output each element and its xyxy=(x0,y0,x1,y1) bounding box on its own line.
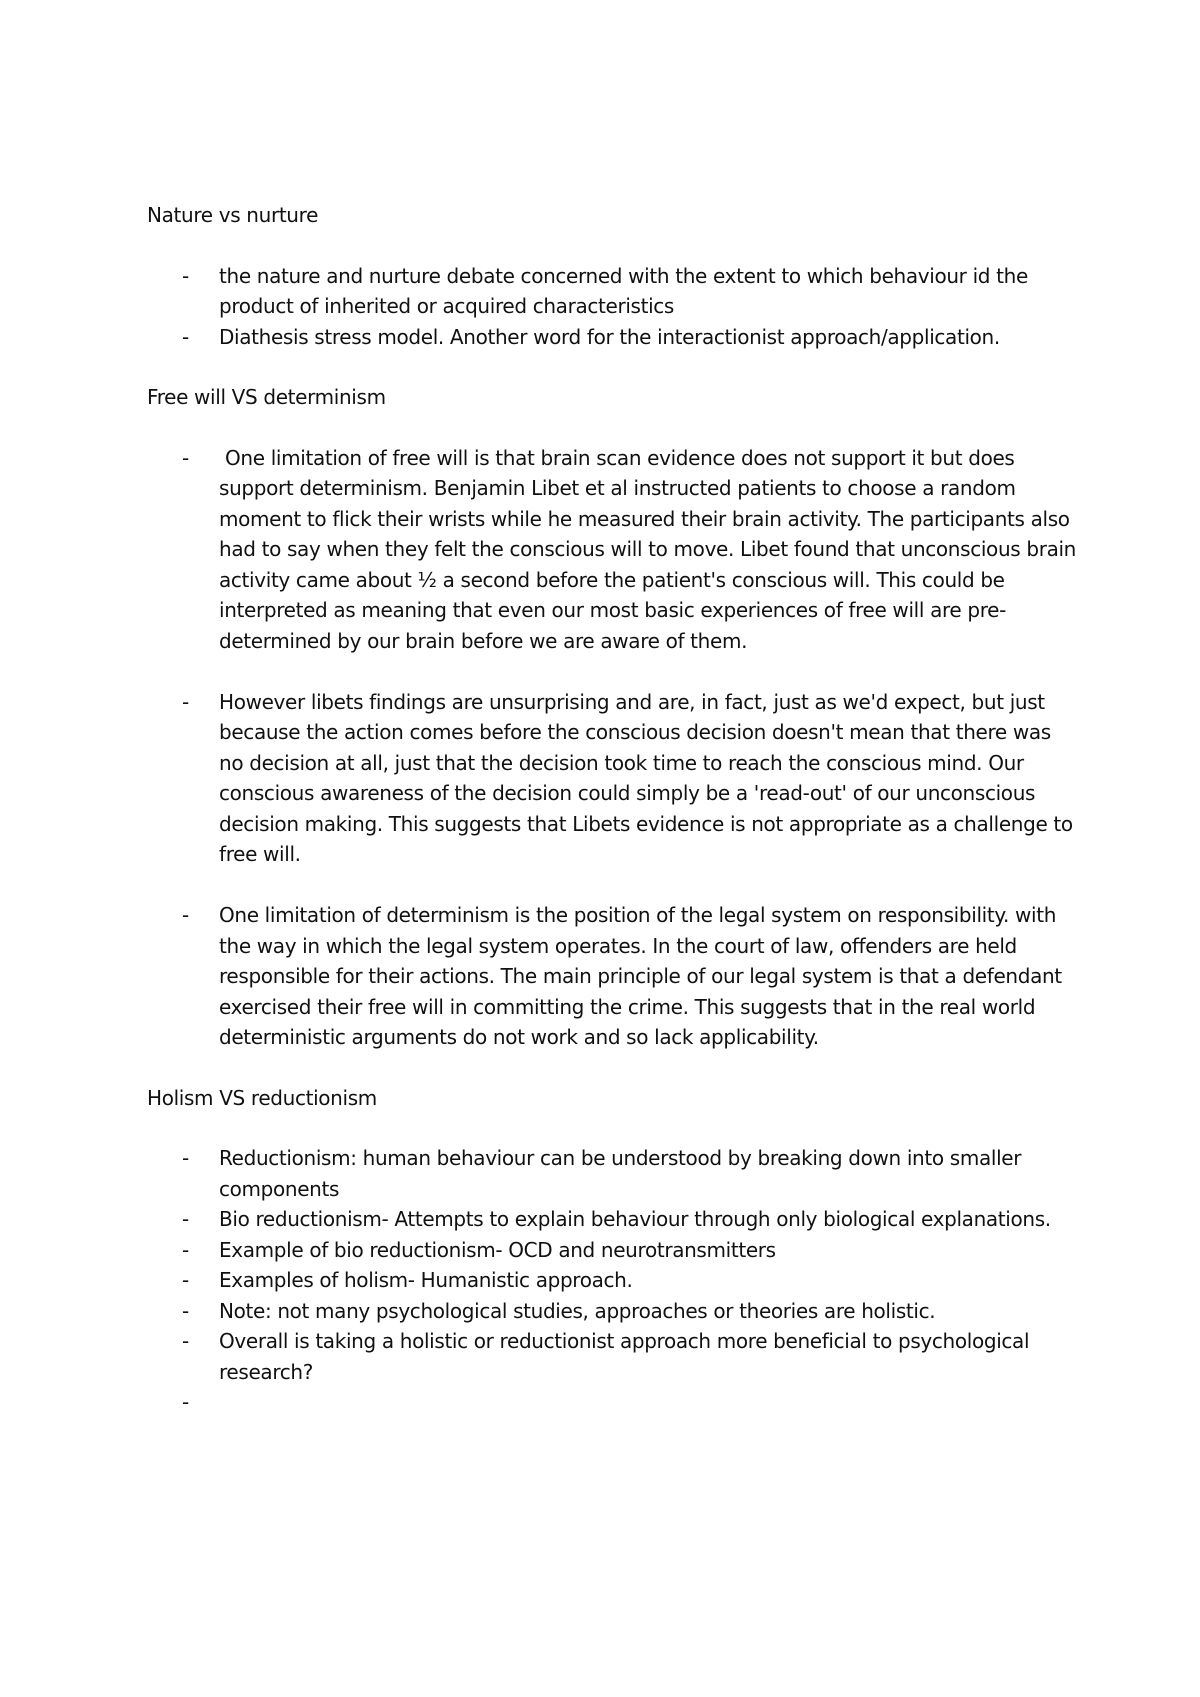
list-item-text: One limitation of free will is that brain scan evidence does not support it but does support determinism. Benjamin Libet et al instructed patients to choose a random moment to flick their wrists while he measured their brain activity. The participants also had to say when they felt the conscious will to move. Libet found that unconscious brain activity came about ½ a second before the patient's conscious will. This could be interpreted as meaning that even our most basic experiences of free will are pre-determined by our brain before we are aware of them. xyxy=(219,445,1083,653)
list-item xyxy=(147,1326,1077,1387)
bullet-dash: - xyxy=(182,689,189,714)
list-item-text: Reductionism: human behaviour can be understood by breaking down into smaller components xyxy=(219,1146,1022,1201)
list-item-text: Example of bio reductionism- OCD and neurotransmitters xyxy=(219,1237,776,1262)
list-item xyxy=(147,1204,1077,1235)
bullet-dash: - xyxy=(182,1146,189,1170)
bullet-dash: - xyxy=(182,324,189,349)
section-heading: Nature vs nurture xyxy=(147,203,319,227)
list-item xyxy=(147,900,1077,1053)
list-item-text: Diathesis stress model. Another word for the interactionist approach/application. xyxy=(219,324,1000,349)
bullet-dash: - xyxy=(182,1268,189,1292)
list-item-text: Examples of holism- Humanistic approach. xyxy=(219,1268,633,1292)
list-item xyxy=(147,1235,1077,1266)
section-nature-vs-nurture xyxy=(147,200,1077,352)
list-item-text: One limitation of determinism is the position of the legal system on responsibility. with the way in which the legal system operates. In the court of law, offenders are held responsible for their actions. The main principle of our legal system is that a defendant exercised their free will in committing the crime. This suggests that in the real world deterministic arguments do not work and so lack applicability. xyxy=(219,903,1062,1049)
document-body xyxy=(147,200,1083,1448)
bullet-dash: - xyxy=(182,1237,189,1262)
bullet-list xyxy=(147,1143,1077,1418)
section-heading: Holism VS reductionism xyxy=(147,1085,377,1110)
bullet-dash: - xyxy=(182,445,189,470)
bullet-dash: - xyxy=(182,1390,189,1414)
list-item xyxy=(147,687,1077,870)
bullet-dash: - xyxy=(182,1298,189,1323)
list-item xyxy=(147,322,1077,353)
bullet-list xyxy=(147,261,1077,353)
list-item-text: However libets findings are unsurprising and are, in fact, just as we'd expect, but just because the action comes before the conscious decision doesn't mean that there was no decision at all, just that the decision took time to reach the conscious mind. Our conscious awareness of the decision could simply be a 'read-out' of our unconscious decision making. This suggests that Libets evidence is not appropriate as a challenge to free will. xyxy=(219,689,1073,866)
bullet-dash: - xyxy=(182,1329,189,1353)
list-item xyxy=(147,1296,1077,1327)
bullet-list xyxy=(147,443,1083,1053)
list-item xyxy=(147,1143,1077,1204)
section-heading: Free will VS determinism xyxy=(147,385,386,409)
section-free-will-vs-determinism xyxy=(147,382,1083,1053)
section-holism-vs-reductionism xyxy=(147,1083,1077,1418)
list-item xyxy=(147,261,1077,322)
list-item-text: Note: not many psychological studies, approaches or theories are holistic. xyxy=(219,1298,936,1323)
list-item-text: Bio reductionism- Attempts to explain behaviour through only biological explanations. xyxy=(219,1207,1051,1231)
list-item-text: the nature and nurture debate concerned with the extent to which behaviour id the product of inherited or acquired characteristics xyxy=(219,263,1028,318)
bullet-dash: - xyxy=(182,1207,189,1231)
list-item xyxy=(147,1265,1077,1296)
list-item-empty xyxy=(147,1387,1077,1418)
bullet-dash: - xyxy=(182,903,189,927)
list-item xyxy=(147,443,1083,657)
list-item-text: Overall is taking a holistic or reductionist approach more beneficial to psychological research? xyxy=(219,1329,1030,1384)
bullet-dash: - xyxy=(182,263,189,288)
